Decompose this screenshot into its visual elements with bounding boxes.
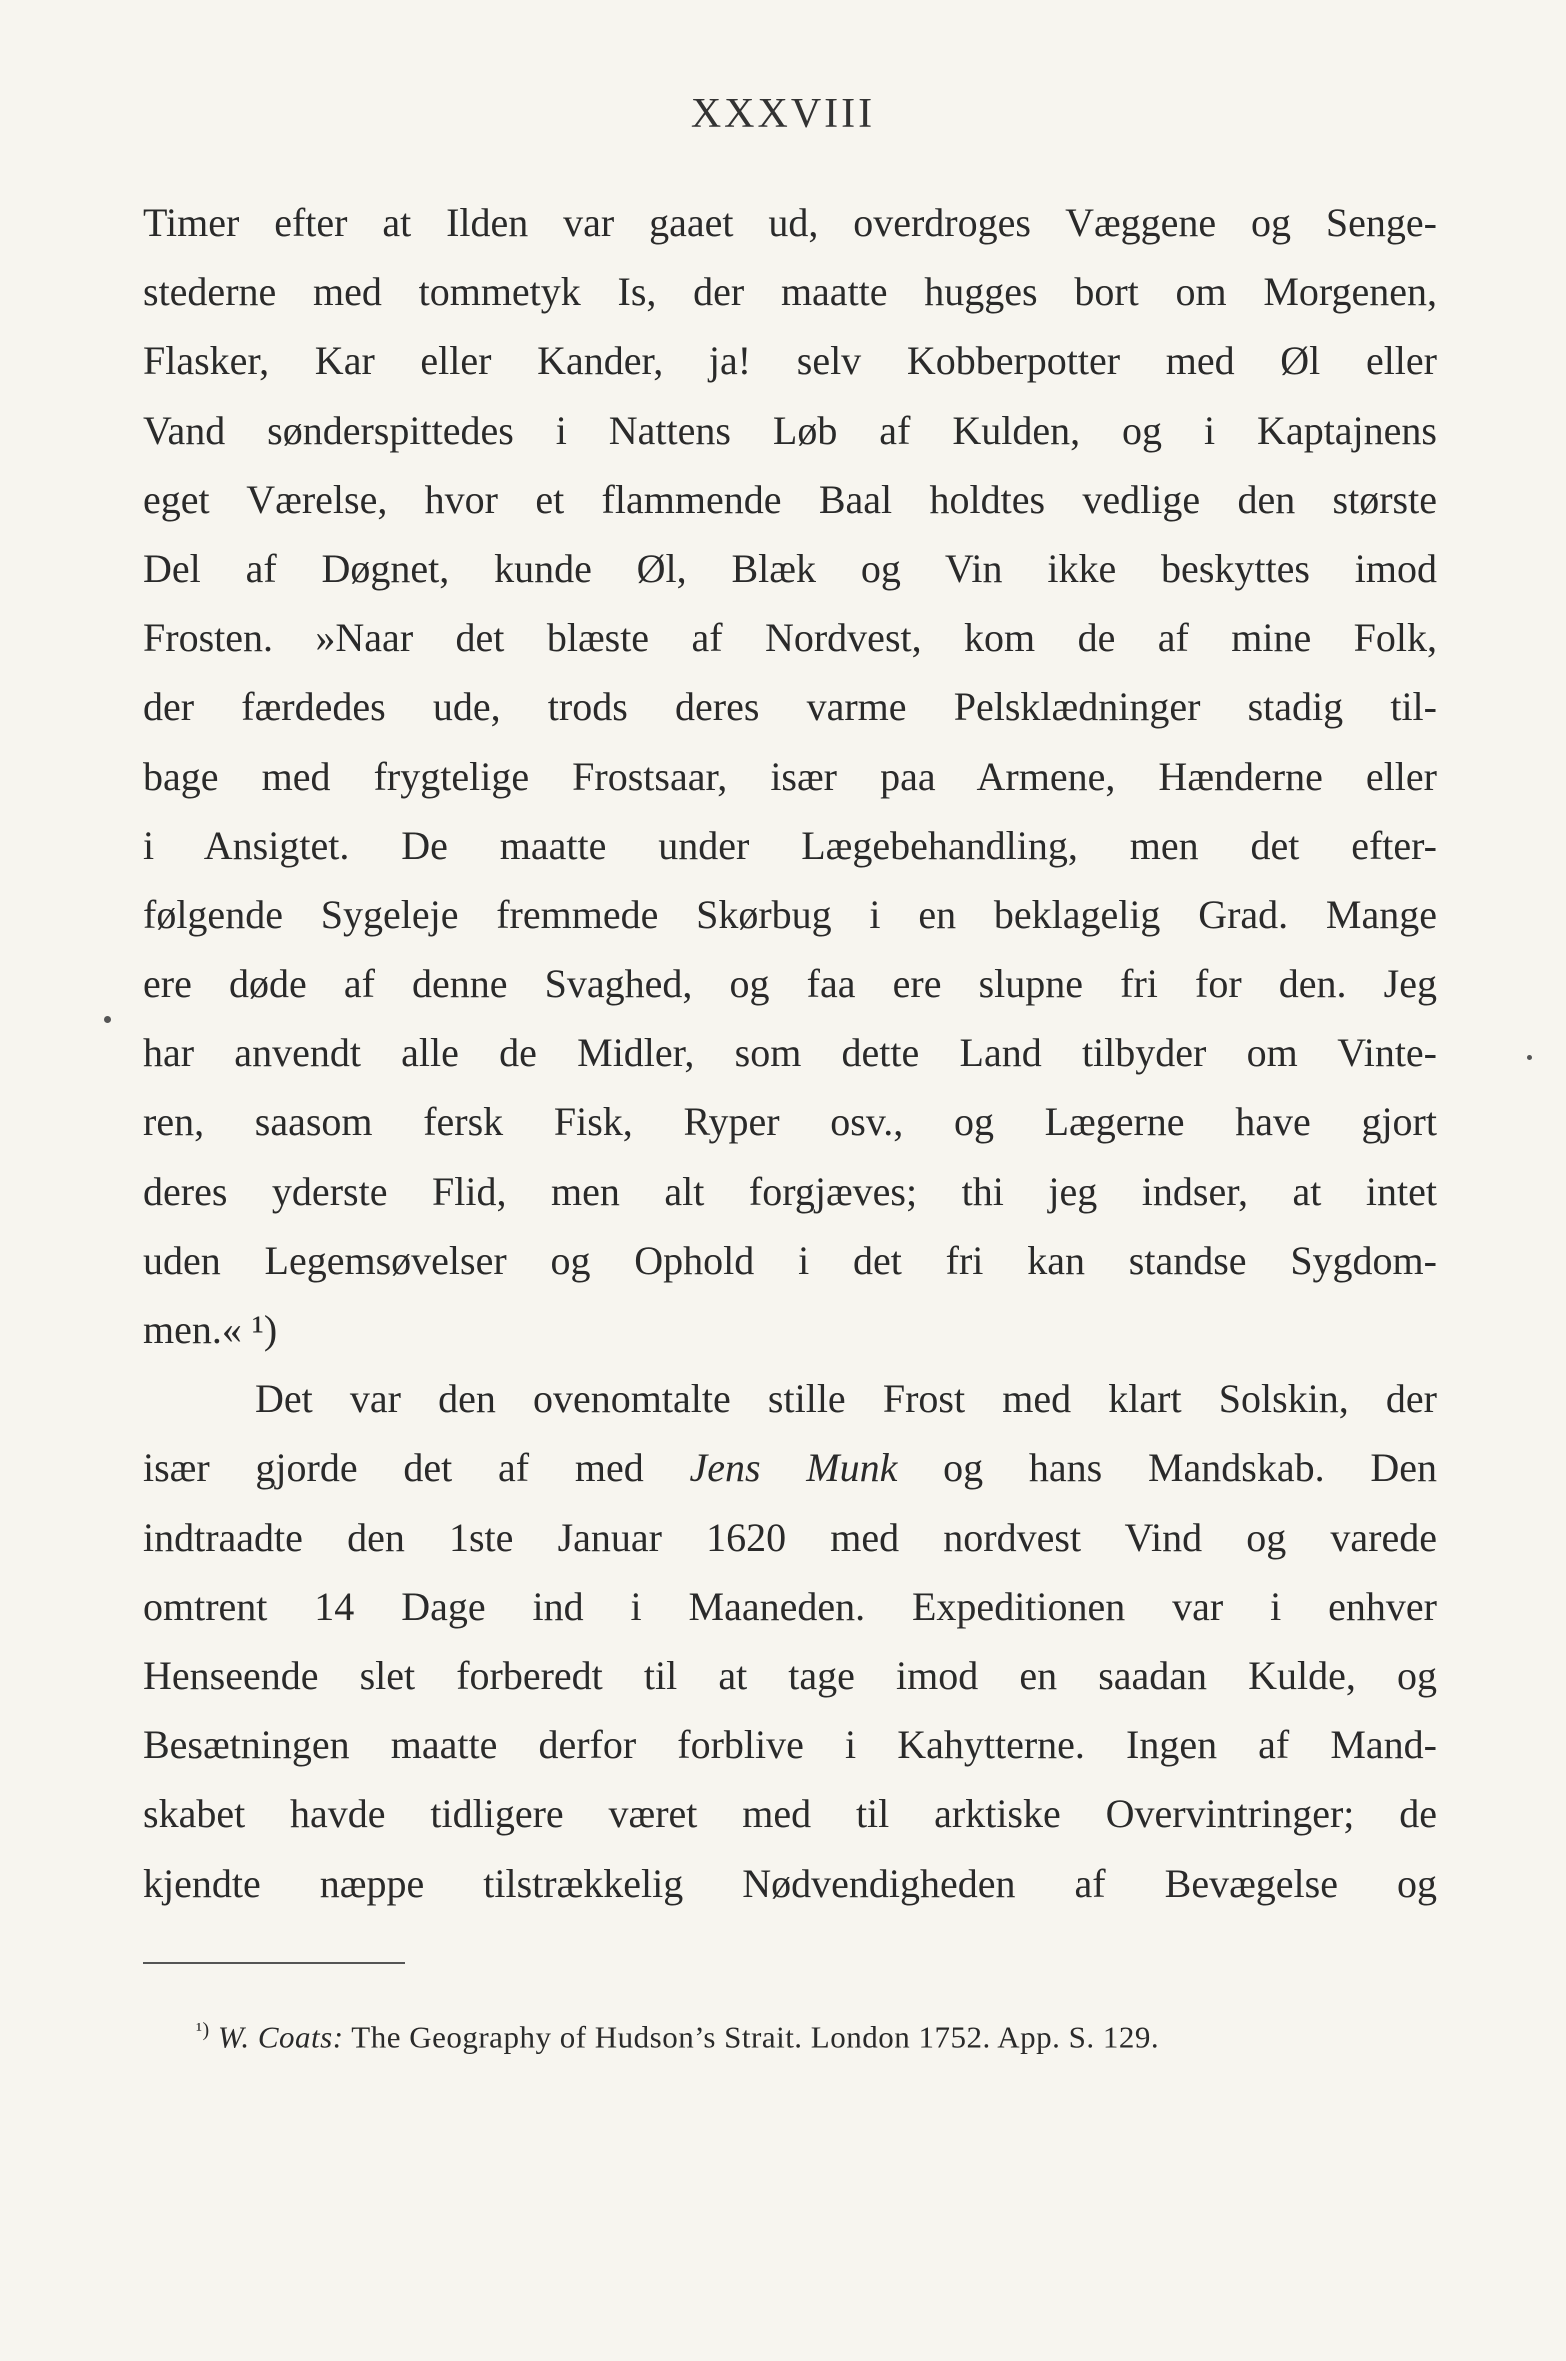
margin-speck — [104, 1016, 111, 1023]
text-line: i Ansigtet. De maatte under Lægebehandling, men det efter- — [143, 822, 1437, 868]
text-line: Flasker, Kar eller Kander, ja! selv Kobberpotter med Øl eller — [143, 338, 1437, 384]
paragraph-start-line: Det var den ovenomtalte stille Frost med klart Solskin, der — [255, 1376, 1437, 1422]
text-line-with-name — [143, 1433, 1437, 1502]
person-name: Jens Munk — [689, 1445, 898, 1491]
text-line: der færdedes ude, trods deres varme Pelsklædninger stadig til- — [143, 684, 1437, 730]
text-fragment: især gjorde det af med — [143, 1445, 644, 1491]
text-line: Frosten. »Naar det blæste af Nordvest, kom de af mine Folk, — [143, 615, 1437, 661]
footnote-divider — [143, 1962, 405, 1964]
text-line: kjendte næppe tilstrækkelig Nødvendigheden af Bevægelse og — [143, 1860, 1437, 1906]
text-line: Vand sønderspittedes i Nattens Løb af Kulden, og i Kaptajnens — [143, 407, 1437, 453]
footnote — [196, 2005, 1437, 2062]
text-line: men.« ¹) — [143, 1307, 278, 1352]
text-line: skabet havde tidligere været med til arktiske Overvintringer; de — [143, 1791, 1437, 1837]
text-fragment: og hans Mandskab. Den — [943, 1445, 1438, 1491]
margin-speck — [1527, 1055, 1532, 1060]
text-line: indtraadte den 1ste Januar 1620 med nordvest Vind og varede — [143, 1514, 1437, 1560]
text-line: deres yderste Flid, men alt forgjæves; thi jeg indser, at intet — [143, 1168, 1437, 1214]
text-line: følgende Sygeleje fremmede Skørbug i en beklagelig Grad. Mange — [143, 891, 1437, 937]
text-line: har anvendt alle de Midler, som dette Land tilbyder om Vinte- — [143, 1030, 1437, 1076]
text-line: bage med frygtelige Frostsaar, især paa Armene, Hænderne eller — [143, 753, 1437, 799]
text-line: Del af Døgnet, kunde Øl, Blæk og Vin ikke beskyttes imod — [143, 545, 1437, 591]
footnote-text: The Geography of Hudson’s Strait. London 1752. App. S. 129. — [351, 2019, 1160, 2055]
footnote-marker: ¹) — [196, 2019, 210, 2041]
text-line: Henseende slet forberedt til at tage imod en saadan Kulde, og — [143, 1652, 1437, 1698]
text-line: ren, saasom fersk Fisk, Ryper osv., og Lægerne have gjort — [143, 1099, 1437, 1145]
text-line: omtrent 14 Dage ind i Maaneden. Expeditionen var i enhver — [143, 1583, 1437, 1629]
text-line: uden Legemsøvelser og Ophold i det fri kan standse Sygdom- — [143, 1237, 1437, 1283]
text-line: stederne med tommetyk Is, der maatte hugges bort om Morgenen, — [143, 269, 1437, 315]
page-number: XXXVIII — [690, 91, 876, 137]
text-line: Besætningen maatte derfor forblive i Kahytterne. Ingen af Mand- — [143, 1722, 1437, 1768]
footnote-author: W. Coats: — [217, 2019, 344, 2055]
text-line: ere døde af denne Svaghed, og faa ere slupne fri for den. Jeg — [143, 961, 1437, 1007]
text-line: eget Værelse, hvor et flammende Baal holdtes vedlige den største — [143, 476, 1437, 522]
text-line: Timer efter at Ilden var gaaet ud, overdroges Væggene og Senge- — [143, 200, 1437, 245]
body-text — [143, 188, 1437, 1918]
